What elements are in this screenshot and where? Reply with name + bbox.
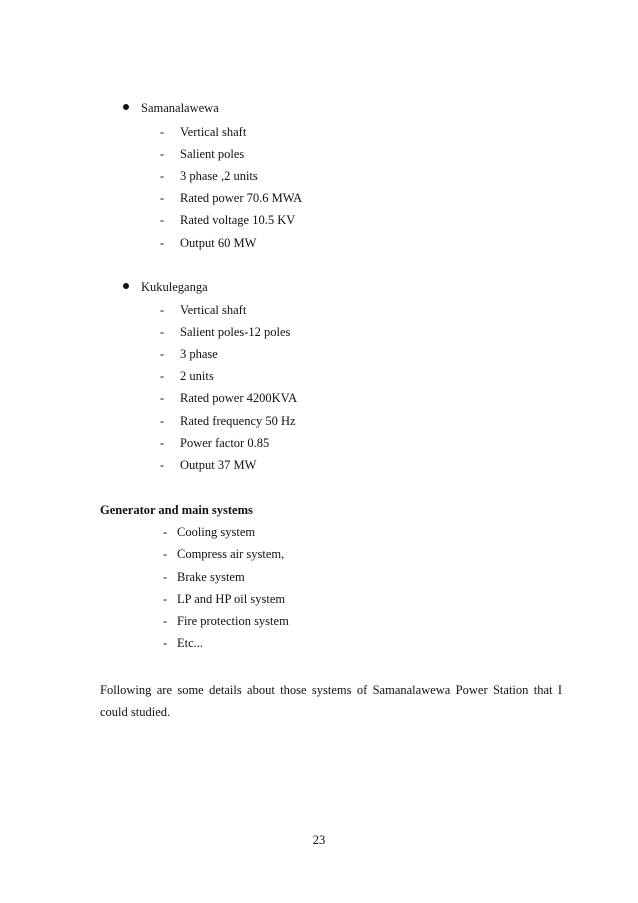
list-item: LP and HP oil system (177, 592, 286, 606)
dash-marker: - (160, 169, 165, 183)
dash-marker: - (160, 325, 165, 339)
list-item: Rated voltage 10.5 KV (180, 213, 296, 227)
list-item: 3 phase (180, 347, 218, 361)
dash-marker: - (163, 570, 168, 584)
list-item: Output 60 MW (180, 236, 257, 250)
section-title: Kukuleganga (141, 280, 208, 294)
list-item: Compress air system, (177, 547, 285, 561)
dash-marker: - (163, 592, 168, 606)
list-item: Rated power 4200KVA (180, 391, 298, 405)
section-heading: Generator and main systems (100, 503, 253, 517)
dash-marker: - (160, 213, 165, 227)
list-item: Brake system (177, 570, 245, 584)
bullet-icon (123, 104, 129, 110)
dash-marker: - (160, 303, 165, 317)
list-item: 2 units (180, 369, 214, 383)
dash-marker: - (160, 191, 165, 205)
dash-marker: - (163, 614, 168, 628)
list-item: Salient poles (180, 147, 245, 161)
list-item: Vertical shaft (180, 125, 247, 139)
dash-marker: - (163, 525, 168, 539)
dash-marker: - (160, 391, 165, 405)
dash-marker: - (163, 636, 168, 650)
dash-marker: - (160, 436, 165, 450)
list-item: 3 phase ,2 units (180, 169, 258, 183)
page-number: 23 (312, 833, 326, 847)
list-item: Vertical shaft (180, 303, 247, 317)
dash-marker: - (160, 236, 165, 250)
list-item: Output 37 MW (180, 458, 257, 472)
dash-marker: - (160, 414, 165, 428)
dash-marker: - (160, 347, 165, 361)
list-item: Etc... (177, 636, 204, 650)
dash-marker: - (160, 458, 165, 472)
bullet-icon (123, 283, 129, 289)
list-item: Cooling system (177, 525, 256, 539)
dash-marker: - (160, 125, 165, 139)
dash-marker: - (160, 369, 165, 383)
list-item: Rated power 70.6 MWA (180, 191, 303, 205)
dash-marker: - (160, 147, 165, 161)
list-item: Salient poles-12 poles (180, 325, 291, 339)
dash-marker: - (163, 547, 168, 561)
body-paragraph: Following are some details about those systems of Samanalawewa Power Station that I could studied. (100, 683, 562, 719)
section-title: Samanalawewa (141, 101, 219, 115)
list-item: Fire protection system (177, 614, 289, 628)
list-item: Power factor 0.85 (180, 436, 270, 450)
list-item: Rated frequency 50 Hz (180, 414, 296, 428)
